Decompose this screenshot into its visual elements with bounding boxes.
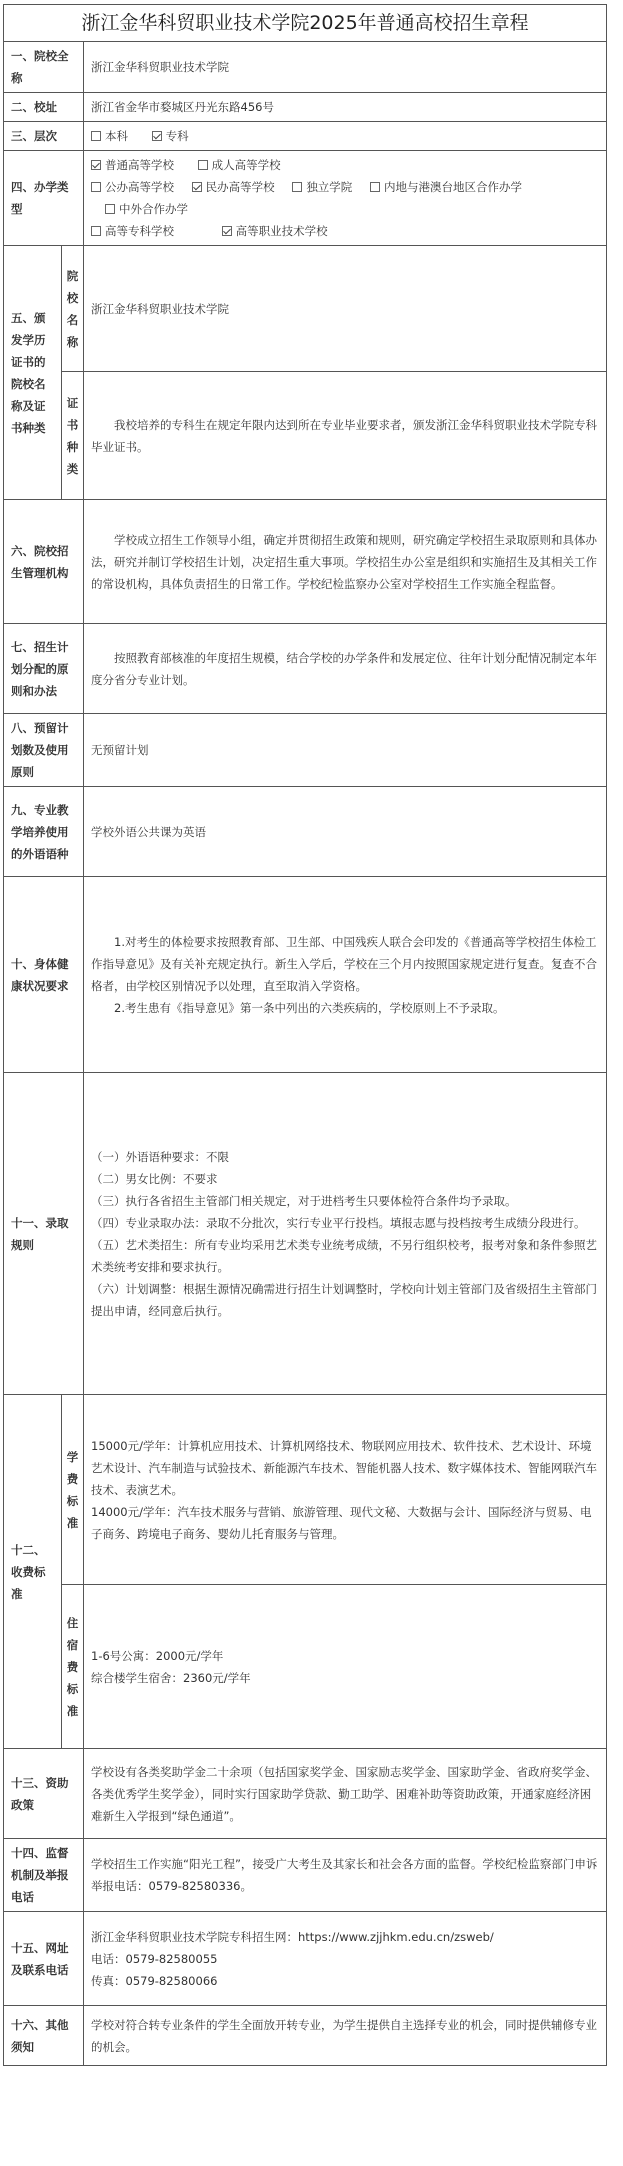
row-aid <box>4 1749 607 1839</box>
checkbox-icon <box>370 182 380 192</box>
supervision-label: 十四、监督机制及举报电话 <box>4 1839 84 1912</box>
language-value: 学校外语公共课为英语 <box>84 787 607 877</box>
row-org <box>4 500 607 624</box>
checkbox-icon <box>222 226 232 236</box>
row-school-name <box>4 42 607 93</box>
admission-rule: （六）计划调整：根据生源情况确需进行招生计划调整时，学校向计划主管部门及省级招生主管部门提出申请，经同意后执行。 <box>91 1281 597 1318</box>
plan-label: 七、招生计划分配的原则和办法 <box>4 624 84 714</box>
school-name-label: 一、院校全称 <box>4 42 84 93</box>
admission-label: 十一、录取规则 <box>4 1073 84 1395</box>
level-options <box>84 122 607 151</box>
row-admission <box>4 1073 607 1395</box>
row-fees-tuition <box>4 1395 607 1585</box>
charter-table <box>3 4 607 2066</box>
row-cert-type <box>4 372 607 500</box>
health-value: 1.对考生的体检要求按照教育部、卫生部、中国残疾人联合会印发的《普通高等学校招生体检工作指导意见》及有关补充规定执行。新生入学后，学校在三个月内按照国家规定进行复查。复查不合格者，由学校区别情况予以处理，直至取消入学资格。 2.考生患有《指导意见》第一条中列出的六类疾病的，学校原则上不予录取。 <box>84 877 607 1073</box>
type-options <box>84 151 607 246</box>
contact-value <box>84 1912 607 2006</box>
row-type <box>4 151 607 246</box>
contact-label: 十五、网址及联系电话 <box>4 1912 84 2006</box>
title-row <box>4 5 607 42</box>
checkbox-icon <box>105 204 115 214</box>
type-option: 高等职业技术学校 <box>222 220 328 242</box>
level-option: 本科 <box>91 125 128 147</box>
type-option: 高等专科学校 <box>91 220 174 242</box>
row-address <box>4 93 607 122</box>
fees-dorm-value: 1-6号公寓：2000元/学年 综合楼学生宿舍：2360元/学年 <box>84 1585 607 1749</box>
type-option: 公办高等学校 <box>91 176 174 198</box>
reserve-value: 无预留计划 <box>84 714 607 787</box>
admission-rule: （三）执行各省招生主管部门相关规定，对于进档考生只要体检符合条件均予录取。 <box>91 1193 517 1208</box>
level-label: 三、层次 <box>4 122 84 151</box>
type-label: 四、办学类型 <box>4 151 84 246</box>
language-label: 九、专业教学培养使用的外语语种 <box>4 787 84 877</box>
checkbox-icon <box>91 160 101 170</box>
cert-type-value: 我校培养的专科生在规定年限内达到所在专业毕业要求者，颁发浙江金华科贸职业技术学院专科毕业证书。 <box>84 372 607 500</box>
type-option: 成人高等学校 <box>198 154 281 176</box>
type-option: 独立学院 <box>292 176 352 198</box>
checkbox-icon <box>192 182 202 192</box>
checkbox-icon <box>152 131 162 141</box>
admission-rule: （五）艺术类招生：所有专业均采用艺术类专业统考成绩，不另行组织校考，报考对象和条件参照艺术类统考安排和要求执行。 <box>91 1237 597 1274</box>
row-cert-name <box>4 246 607 372</box>
aid-label: 十三、资助政策 <box>4 1749 84 1839</box>
health-label: 十、身体健康状况要求 <box>4 877 84 1073</box>
fees-label: 十二、收费标准 <box>4 1395 62 1749</box>
type-option: 普通高等学校 <box>91 154 174 176</box>
other-value: 学校对符合转专业条件的学生全面放开转专业，为学生提供自主选择专业的机会，同时提供辅修专业的机会。 <box>84 2006 607 2066</box>
contact-web[interactable]: 浙江金华科贸职业技术学院专科招生网：https://www.zjjhkm.edu.cn/zsweb/ <box>91 1929 494 1944</box>
row-fees-dorm <box>4 1585 607 1749</box>
page-title: 浙江金华科贸职业技术学院2025年普通高校招生章程 <box>4 5 607 42</box>
type-option: 内地与港澳台地区合作办学 <box>383 180 522 194</box>
type-option: 民办高等学校 <box>192 176 275 198</box>
aid-value: 学校设有各类奖助学金二十余项（包括国家奖学金、国家励志奖学金、国家助学金、省政府奖学金、各类优秀学生奖学金），同时实行国家助学贷款、勤工助学、困难补助等资助政策，开通家庭经济困难新生入学报到“绿色通道”。 <box>84 1749 607 1839</box>
row-plan <box>4 624 607 714</box>
org-label: 六、院校招生管理机构 <box>4 500 84 624</box>
row-level <box>4 122 607 151</box>
row-other <box>4 2006 607 2066</box>
contact-fax: 传真：0579-82580066 <box>91 1973 218 1988</box>
school-name-value: 浙江金华科贸职业技术学院 <box>84 42 607 93</box>
contact-phone: 电话：0579-82580055 <box>91 1951 218 1966</box>
cert-school-name-value: 浙江金华科贸职业技术学院 <box>84 246 607 372</box>
type-option: 中外合作办学 <box>105 198 188 220</box>
supervision-value: 学校招生工作实施“阳光工程”，接受广大考生及其家长和社会各方面的监督。学校纪检监察部门申诉举报电话：0579-82580336。 <box>84 1839 607 1912</box>
row-contact <box>4 1912 607 2006</box>
row-reserve <box>4 714 607 787</box>
admission-rule: （四）专业录取办法：录取不分批次，实行专业平行投档。填报志愿与投档按考生成绩分段进行。 <box>91 1215 586 1230</box>
fees-tuition-value: 15000元/学年：计算机应用技术、计算机网络技术、物联网应用技术、软件技术、艺术设计、环境艺术设计、汽车制造与试验技术、新能源汽车技术、智能机器人技术、数字媒体技术、智能网联汽车技术、表演艺术。 14000元/学年：汽车技术服务与营销、旅游管理、现代文秘、大数据与会计、国际经济与贸易、电子商务、跨境电子商务、婴幼儿托育服务与管理。 <box>84 1395 607 1585</box>
fees-sub-dorm: 住宿费标准 <box>62 1585 84 1749</box>
level-option: 专科 <box>152 125 189 147</box>
admission-rule: （一）外语语种要求：不限 <box>91 1149 229 1164</box>
address-value: 浙江省金华市婺城区丹光东路456号 <box>84 93 607 122</box>
cert-sub-type: 证书种类 <box>62 372 84 500</box>
fees-sub-tuition: 学费标准 <box>62 1395 84 1585</box>
checkbox-icon <box>91 182 101 192</box>
checkbox-icon <box>91 226 101 236</box>
reserve-label: 八、预留计划数及使用原则 <box>4 714 84 787</box>
checkbox-icon <box>198 160 208 170</box>
cert-label: 五、颁发学历证书的院校名称及证书种类 <box>4 246 62 500</box>
row-supervision <box>4 1839 607 1912</box>
admission-rule: （二）男女比例：不要求 <box>91 1171 218 1186</box>
cert-sub-school-name: 院校名称 <box>62 246 84 372</box>
checkbox-icon <box>292 182 302 192</box>
row-language <box>4 787 607 877</box>
other-label: 十六、其他须知 <box>4 2006 84 2066</box>
address-label: 二、校址 <box>4 93 84 122</box>
plan-value: 按照教育部核准的年度招生规模，结合学校的办学条件和发展定位、往年计划分配情况制定本年度分省分专业计划。 <box>84 624 607 714</box>
checkbox-icon <box>91 131 101 141</box>
row-health <box>4 877 607 1073</box>
org-value: 学校成立招生工作领导小组，确定并贯彻招生政策和规则，研究确定学校招生录取原则和具体办法，研究并制订学校招生计划，决定招生重大事项。学校招生办公室是组织和实施招生及其相关工作的常设机构，具体负责招生的日常工作。学校纪检监察办公室对学校招生工作实施全程监督。 <box>84 500 607 624</box>
admission-value <box>84 1073 607 1395</box>
